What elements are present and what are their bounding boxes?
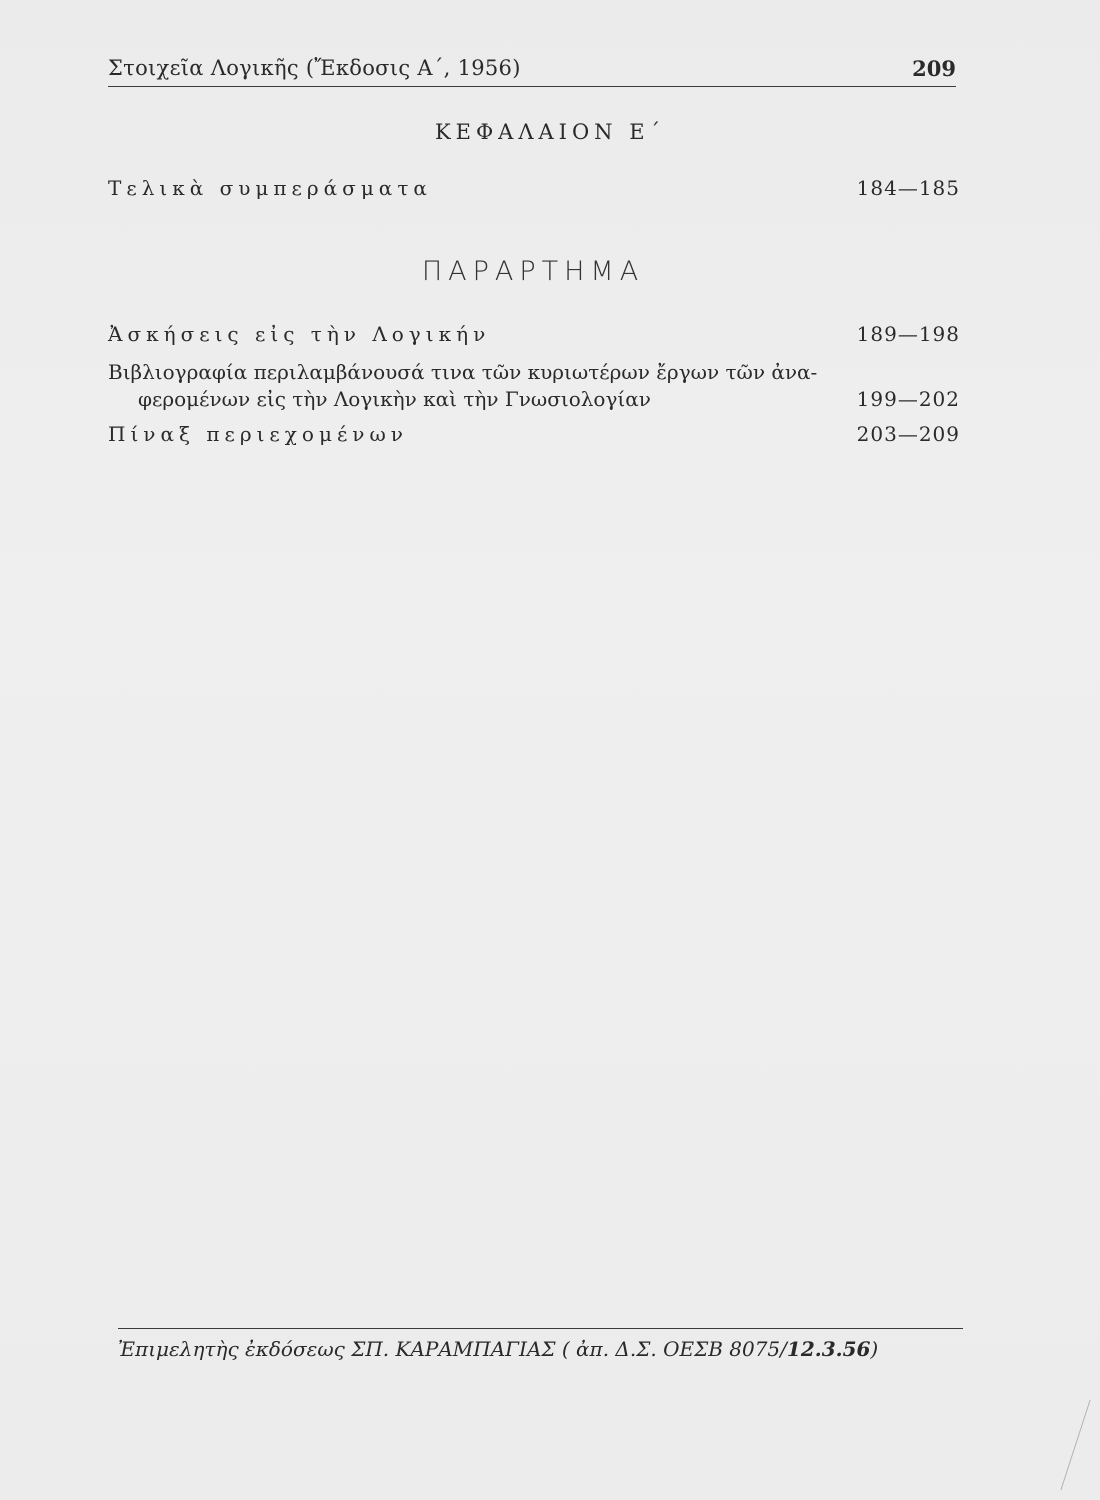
toc-entry-label: Ἀσκήσεις εἰς τὴν Λογικήν	[108, 322, 491, 346]
scan-edge-mark	[1060, 1400, 1100, 1490]
toc-entry-label-line-1: Βιβλιογραφία περιλαμβάνουσά τινα τῶν κυριωτέρων ἔργων τῶν ἀνα-	[108, 360, 818, 384]
toc-entry-pages: 189—198	[856, 322, 960, 346]
page-number: 209	[912, 56, 956, 81]
appendix-heading: ΠΑΡΑΡΤΗΜΑ	[421, 256, 645, 287]
imprint-text: Ἐπιμελητὴς ἐκδόσεως ΣΠ. ΚΑΡΑΜΠΑΓΙΑΣ ( ἀπ. Δ.Σ. ΟΕΣΒ 8075/	[118, 1337, 787, 1361]
toc-entry-label: Πίναξ περιεχομένων	[108, 422, 408, 446]
imprint-date: 12.3.56	[786, 1337, 871, 1361]
toc-entry-label-line-2: φερομένων εἰς τὴν Λογικὴν καὶ τὴν Γνωσιολογίαν	[138, 387, 651, 411]
toc-entry-pages: 199—202	[856, 387, 960, 411]
running-header-title: Στοιχεῖα Λογικῆς (Ἔκδοσις Α΄, 1956)	[108, 56, 521, 80]
running-header	[108, 56, 956, 87]
toc-entry-label: Τελικὰ συμπεράσματα	[108, 176, 432, 200]
imprint-footer	[118, 1328, 963, 1361]
chapter-heading: ΚΕΦΑΛΑΙΟΝ Ε΄	[434, 120, 666, 144]
toc-entry-pages: 184—185	[856, 176, 960, 200]
imprint-close: )	[870, 1337, 879, 1361]
toc-entry-pages: 203—209	[856, 422, 960, 446]
